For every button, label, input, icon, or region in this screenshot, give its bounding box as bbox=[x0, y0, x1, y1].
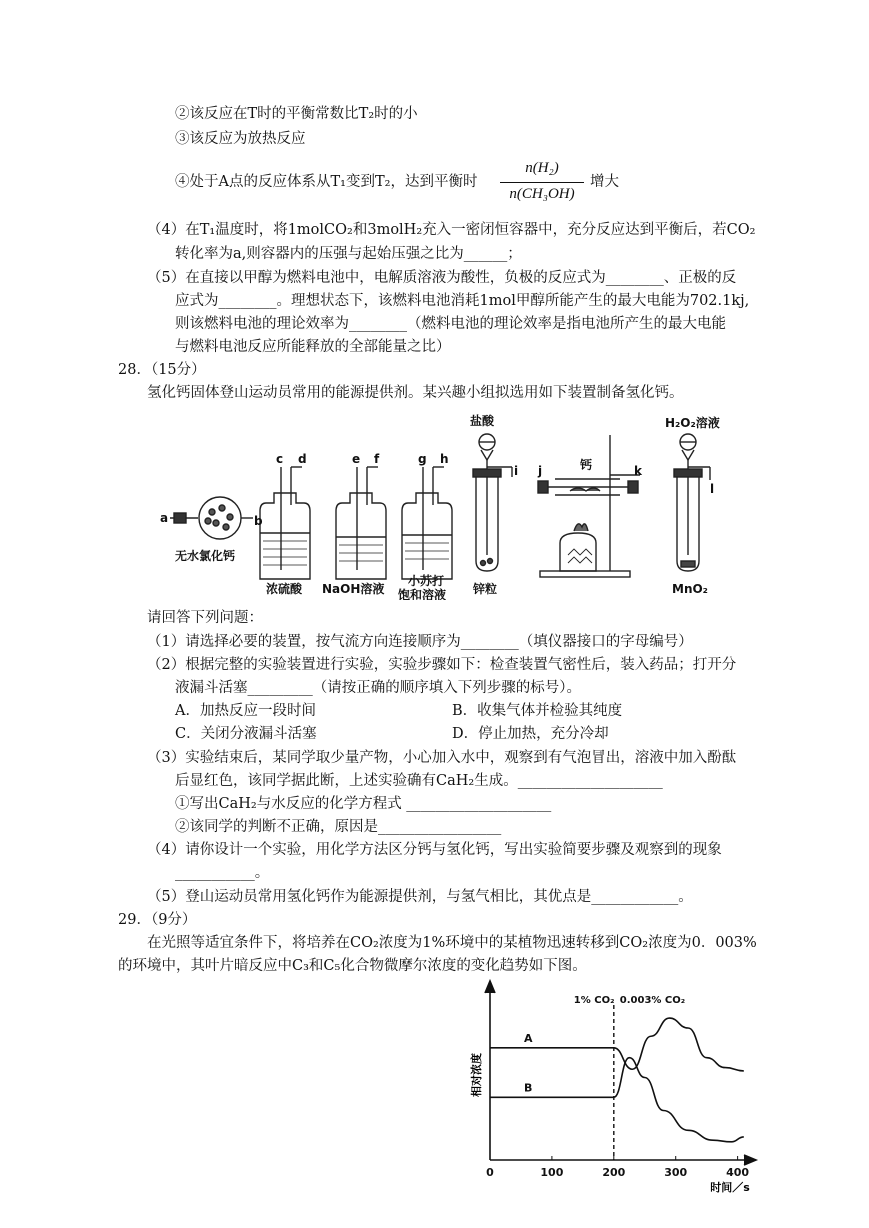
option-c: C．关闭分液漏斗活塞 bbox=[175, 726, 317, 742]
fraction-bar bbox=[500, 182, 584, 183]
y-axis-arrow bbox=[485, 981, 495, 993]
test-tube-mno2-icon bbox=[674, 434, 710, 571]
x-tick-label-300: 300 bbox=[664, 1166, 688, 1179]
q27-line3: ④处于A点的反应体系从T₁变到T₂，达到平衡时 bbox=[175, 174, 478, 190]
q28-part5: （5）登山运动员常用氢化钙作为能源提供剂，与氢气相比，其优点是____________。 bbox=[147, 889, 693, 905]
port-a: a bbox=[160, 511, 169, 525]
series-label-B: B bbox=[524, 1081, 533, 1095]
label-calcium: 钙 bbox=[580, 458, 593, 472]
q29-para-line2: 的环境中，其叶片暗反应中C₃和C₅化合物微摩尔浓度的变化趋势如下图。 bbox=[118, 958, 587, 974]
q28-part3-line2: 后显红色，该同学据此断，上述实验确有CaH₂生成。____________________ bbox=[175, 773, 663, 789]
port-g: g bbox=[418, 452, 427, 466]
combustion-tube-stand-icon bbox=[538, 435, 640, 577]
label-h2o2: H₂O₂溶液 bbox=[665, 416, 720, 430]
q28-part4-line2: ___________。 bbox=[175, 865, 270, 881]
option-b: B．收集气体并检验其纯度 bbox=[452, 703, 623, 719]
q28-part3-sub1: ①写出CaH₂与水反应的化学方程式 ____________________ bbox=[175, 796, 552, 812]
q27-part5-line2: 应式为________。理想状态下，该燃料电池消耗1mol甲醇所能产生的最大电能为702.1kj, bbox=[175, 293, 750, 309]
x-axis-label: 时间／s bbox=[710, 1181, 750, 1194]
x-tick-label-400: 400 bbox=[726, 1166, 750, 1179]
port-e: e bbox=[352, 452, 361, 466]
q28-ask: 请回答下列问题： bbox=[147, 610, 263, 626]
port-d: d bbox=[298, 452, 307, 466]
q27-line1: ②该反应在T时的平衡常数比T₂时的小 bbox=[175, 106, 418, 122]
caption-zinc: 锌粒 bbox=[473, 582, 498, 596]
series-line-B bbox=[490, 1058, 744, 1142]
q27-line2: ③该反应为放热反应 bbox=[175, 131, 306, 147]
port-c: c bbox=[276, 452, 284, 466]
caption-calcium-chloride: 无水氯化钙 bbox=[175, 549, 236, 563]
q27-part4-line2: 转化率为a,则容器内的压强与起始压强之比为______； bbox=[175, 246, 522, 262]
q27-part5-line4: 与燃料电池反应所能释放的全部能量之比） bbox=[175, 339, 451, 355]
q28-part2-line1: （2）根据完整的实验装置进行实验，实验步骤如下：检查装置气密性后，装入药品；打开分 bbox=[147, 657, 737, 673]
test-tube-zinc-icon bbox=[473, 434, 512, 571]
port-k: k bbox=[634, 464, 642, 478]
port-h: h bbox=[440, 452, 449, 466]
wash-bottle-bicarbonate-icon bbox=[402, 467, 452, 579]
port-i: i bbox=[514, 464, 519, 478]
fraction-numerator: n(H₂) bbox=[525, 160, 559, 176]
caption-mno2: MnO₂ bbox=[672, 582, 708, 596]
q28-header: 28．（15分） bbox=[118, 362, 206, 378]
q29-para-line1: 在光照等适宜条件下，将培养在CO₂浓度为1%环境中的某植物迅速转移到CO₂浓度为0．003% bbox=[147, 935, 757, 951]
drying-tube-icon bbox=[170, 497, 253, 539]
x-tick-label-200: 200 bbox=[602, 1166, 626, 1179]
caption-naoh: NaOH溶液 bbox=[322, 582, 385, 596]
q28-part2-line2: 液漏斗活塞_________（请按正确的顺序填入下列步骤的标号）。 bbox=[175, 680, 581, 696]
y-axis-label: 相对浓度 bbox=[470, 1053, 483, 1097]
region-label-1pct: 1% CO₂ bbox=[573, 995, 615, 1006]
region-label-0003pct: 0.003% CO₂ bbox=[619, 995, 686, 1006]
option-d: D．停止加热，充分冷却 bbox=[452, 726, 609, 742]
q29-header: 29．（9分） bbox=[118, 912, 197, 928]
x-tick-label-100: 100 bbox=[540, 1166, 564, 1179]
q27-part5-line1: （5）在直接以甲醇为燃料电池中，电解质溶液为酸性，负极的反应式为________、正极的反 bbox=[147, 270, 737, 286]
caption-sulfuric-acid: 浓硫酸 bbox=[266, 582, 303, 596]
x-tick-label-0: 0 bbox=[486, 1166, 494, 1179]
q27-line3-end: 增大 bbox=[590, 174, 619, 190]
series-label-A: A bbox=[524, 1031, 533, 1045]
wash-bottle-naoh-icon bbox=[336, 467, 386, 579]
apparatus-figure bbox=[150, 405, 740, 600]
port-b: b bbox=[254, 514, 263, 528]
caption-bicarbonate-2: 饱和溶液 bbox=[398, 588, 447, 600]
q27-part4-line1: （4）在T₁温度时，将1molCO₂和3molH₂充入一密闭恒容器中，充分反应达到平衡后，若CO₂ bbox=[147, 222, 756, 238]
q28-part3-line1: （3）实验结束后，某同学取少量产物，小心加入水中，观察到有气泡冒出，溶液中加入酚酞 bbox=[147, 750, 737, 766]
port-l: l bbox=[710, 482, 715, 496]
concentration-chart bbox=[460, 975, 770, 1195]
label-hcl: 盐酸 bbox=[470, 414, 495, 428]
option-a: A．加热反应一段时间 bbox=[175, 703, 316, 719]
fraction-denominator: n(CH₃OH) bbox=[509, 186, 575, 202]
port-j: j bbox=[538, 464, 543, 478]
q28-part4-line1: （4）请你设计一个实验，用化学方法区分钙与氢化钙，写出实验简要步骤及观察到的现象 bbox=[147, 842, 722, 858]
caption-bicarbonate-1: 小苏打 bbox=[408, 574, 445, 588]
port-f: f bbox=[374, 452, 380, 466]
fraction-h2-ch3oh bbox=[500, 160, 584, 203]
q27-part5-line3: 则该燃料电池的理论效率为________（燃料电池的理论效率是指电池所产生的最大电能 bbox=[175, 316, 726, 332]
x-axis-arrow bbox=[744, 1155, 756, 1165]
wash-bottle-sulfuric-icon bbox=[260, 467, 310, 579]
q28-part3-sub2: ②该同学的判断不正确，原因是_________________ bbox=[175, 819, 502, 835]
q28-intro: 氢化钙固体登山运动员常用的能源提供剂。某兴趣小组拟选用如下装置制备氢化钙。 bbox=[147, 385, 684, 401]
q28-part1: （1）请选择必要的装置，按气流方向连接顺序为________（填仪器接口的字母编号） bbox=[147, 634, 693, 650]
